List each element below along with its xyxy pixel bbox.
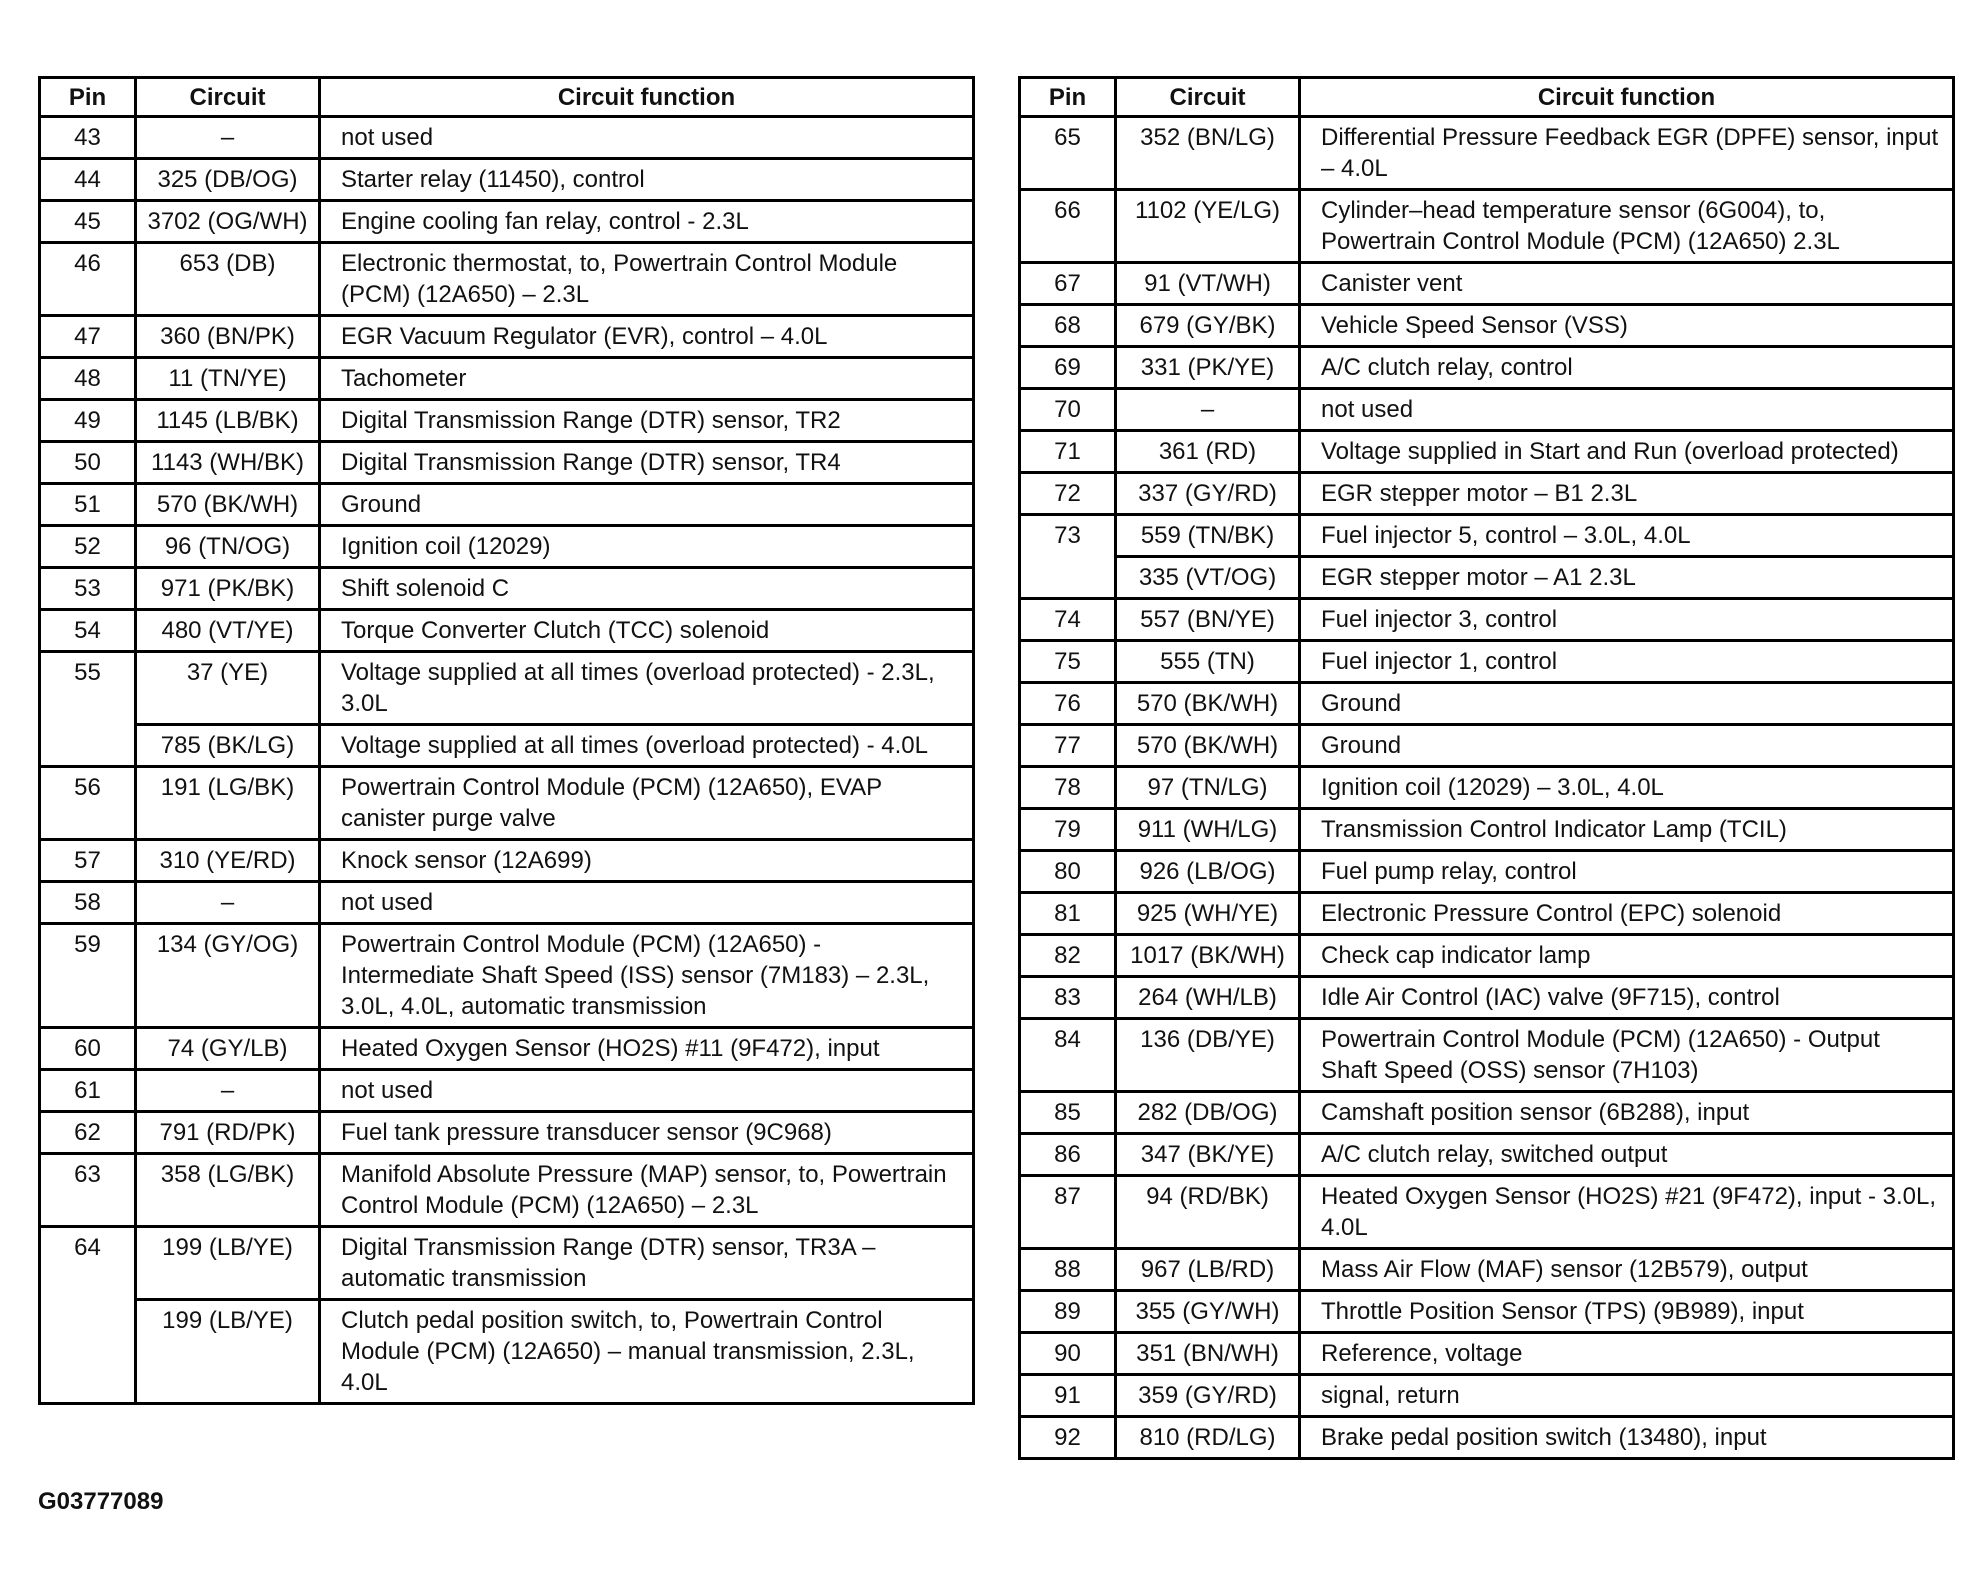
function-header: Circuit function xyxy=(320,78,974,117)
function-cell: Ground xyxy=(1300,725,1954,767)
table-row xyxy=(40,652,974,725)
function-cell: Ground xyxy=(1300,683,1954,725)
pin-cell: 89 xyxy=(1020,1291,1116,1333)
function-cell: signal, return xyxy=(1300,1375,1954,1417)
table-row xyxy=(40,1070,974,1112)
header-row xyxy=(40,78,974,117)
pin-cell: 81 xyxy=(1020,893,1116,935)
pin-cell: 87 xyxy=(1020,1176,1116,1249)
pin-cell: 64 xyxy=(40,1227,136,1404)
table-row xyxy=(1020,263,1954,305)
table-row xyxy=(40,442,974,484)
table-row xyxy=(40,725,974,767)
table-row xyxy=(40,767,974,840)
function-cell: Digital Transmission Range (DTR) sensor, TR4 xyxy=(320,442,974,484)
function-cell: Ground xyxy=(320,484,974,526)
function-cell: not used xyxy=(320,117,974,159)
circuit-cell: 557 (BN/YE) xyxy=(1116,599,1300,641)
table-row xyxy=(1020,389,1954,431)
pin-cell: 79 xyxy=(1020,809,1116,851)
function-cell: Powertrain Control Module (PCM) (12A650) - Intermediate Shaft Speed (ISS) sensor (7M183) – 2.3L, 3.0L, 4.0L, automatic transmission xyxy=(320,924,974,1028)
circuit-cell: – xyxy=(136,882,320,924)
circuit-cell: – xyxy=(136,117,320,159)
pin-cell: 86 xyxy=(1020,1134,1116,1176)
circuit-cell: 351 (BN/WH) xyxy=(1116,1333,1300,1375)
pin-cell: 49 xyxy=(40,400,136,442)
table-row xyxy=(1020,935,1954,977)
circuit-cell: 134 (GY/OG) xyxy=(136,924,320,1028)
circuit-cell: 91 (VT/WH) xyxy=(1116,263,1300,305)
pin-header: Pin xyxy=(40,78,136,117)
pin-cell: 53 xyxy=(40,568,136,610)
table-row xyxy=(1020,809,1954,851)
circuit-cell: 911 (WH/LG) xyxy=(1116,809,1300,851)
function-cell: Knock sensor (12A699) xyxy=(320,840,974,882)
circuit-cell: 337 (GY/RD) xyxy=(1116,473,1300,515)
function-cell: Fuel injector 1, control xyxy=(1300,641,1954,683)
table-row xyxy=(1020,1417,1954,1459)
circuit-cell: 191 (LG/BK) xyxy=(136,767,320,840)
table-row xyxy=(1020,1019,1954,1092)
function-cell: Manifold Absolute Pressure (MAP) sensor, to, Powertrain Control Module (PCM) (12A650) – 2.3L xyxy=(320,1154,974,1227)
table-row xyxy=(1020,1249,1954,1291)
pin-cell: 78 xyxy=(1020,767,1116,809)
circuit-cell: 559 (TN/BK) xyxy=(1116,515,1300,557)
pin-cell: 45 xyxy=(40,201,136,243)
circuit-cell: 97 (TN/LG) xyxy=(1116,767,1300,809)
pin-cell: 70 xyxy=(1020,389,1116,431)
circuit-cell: 310 (YE/RD) xyxy=(136,840,320,882)
table-row xyxy=(40,484,974,526)
circuit-cell: 347 (BK/YE) xyxy=(1116,1134,1300,1176)
pin-cell: 63 xyxy=(40,1154,136,1227)
function-cell: Check cap indicator lamp xyxy=(1300,935,1954,977)
table-row xyxy=(40,610,974,652)
table-row xyxy=(1020,305,1954,347)
function-cell: Heated Oxygen Sensor (HO2S) #11 (9F472), input xyxy=(320,1028,974,1070)
pin-cell: 85 xyxy=(1020,1092,1116,1134)
pin-cell: 75 xyxy=(1020,641,1116,683)
function-cell: Tachometer xyxy=(320,358,974,400)
function-cell: Mass Air Flow (MAF) sensor (12B579), output xyxy=(1300,1249,1954,1291)
pin-table-right xyxy=(1018,76,1955,1460)
circuit-header: Circuit xyxy=(136,78,320,117)
circuit-cell: 480 (VT/YE) xyxy=(136,610,320,652)
table-row xyxy=(40,358,974,400)
table-row xyxy=(1020,117,1954,190)
pin-cell: 46 xyxy=(40,243,136,316)
pin-cell: 54 xyxy=(40,610,136,652)
table-row xyxy=(40,568,974,610)
circuit-cell: 282 (DB/OG) xyxy=(1116,1092,1300,1134)
function-cell: Camshaft position sensor (6B288), input xyxy=(1300,1092,1954,1134)
figure-id: G03777089 xyxy=(38,1488,164,1515)
pin-cell: 71 xyxy=(1020,431,1116,473)
circuit-cell: 94 (RD/BK) xyxy=(1116,1176,1300,1249)
table-row xyxy=(40,117,974,159)
pin-header: Pin xyxy=(1020,78,1116,117)
function-cell: Cylinder–head temperature sensor (6G004), to, Powertrain Control Module (PCM) (12A650) 2.3L xyxy=(1300,190,1954,263)
pin-cell: 65 xyxy=(1020,117,1116,190)
function-cell: Powertrain Control Module (PCM) (12A650), EVAP canister purge valve xyxy=(320,767,974,840)
function-cell: Canister vent xyxy=(1300,263,1954,305)
function-cell: A/C clutch relay, switched output xyxy=(1300,1134,1954,1176)
function-cell: EGR stepper motor – B1 2.3L xyxy=(1300,473,1954,515)
table-row xyxy=(40,1154,974,1227)
table-row xyxy=(1020,473,1954,515)
function-cell: Ignition coil (12029) – 3.0L, 4.0L xyxy=(1300,767,1954,809)
function-cell: Voltage supplied in Start and Run (overload protected) xyxy=(1300,431,1954,473)
function-cell: not used xyxy=(1300,389,1954,431)
circuit-cell: 3702 (OG/WH) xyxy=(136,201,320,243)
function-cell: Voltage supplied at all times (overload protected) - 2.3L, 3.0L xyxy=(320,652,974,725)
pin-cell: 91 xyxy=(1020,1375,1116,1417)
function-cell: Heated Oxygen Sensor (HO2S) #21 (9F472), input - 3.0L, 4.0L xyxy=(1300,1176,1954,1249)
table-row xyxy=(40,840,974,882)
circuit-cell: 199 (LB/YE) xyxy=(136,1300,320,1404)
pin-cell: 72 xyxy=(1020,473,1116,515)
function-cell: Powertrain Control Module (PCM) (12A650) - Output Shaft Speed (OSS) sensor (7H103) xyxy=(1300,1019,1954,1092)
circuit-cell: 679 (GY/BK) xyxy=(1116,305,1300,347)
circuit-cell: 325 (DB/OG) xyxy=(136,159,320,201)
function-cell: not used xyxy=(320,1070,974,1112)
circuit-cell: 570 (BK/WH) xyxy=(1116,725,1300,767)
circuit-cell: 96 (TN/OG) xyxy=(136,526,320,568)
pin-cell: 44 xyxy=(40,159,136,201)
circuit-cell: 11 (TN/YE) xyxy=(136,358,320,400)
pin-cell: 62 xyxy=(40,1112,136,1154)
pin-table-left xyxy=(38,76,975,1405)
function-cell: Brake pedal position switch (13480), input xyxy=(1300,1417,1954,1459)
pin-cell: 92 xyxy=(1020,1417,1116,1459)
circuit-cell: 331 (PK/YE) xyxy=(1116,347,1300,389)
circuit-cell: 967 (LB/RD) xyxy=(1116,1249,1300,1291)
circuit-cell: 264 (WH/LB) xyxy=(1116,977,1300,1019)
circuit-cell: 791 (RD/PK) xyxy=(136,1112,320,1154)
table-row xyxy=(40,159,974,201)
function-cell: Vehicle Speed Sensor (VSS) xyxy=(1300,305,1954,347)
table-row xyxy=(40,201,974,243)
pin-cell: 58 xyxy=(40,882,136,924)
circuit-cell: 653 (DB) xyxy=(136,243,320,316)
circuit-cell: 810 (RD/LG) xyxy=(1116,1417,1300,1459)
pin-cell: 88 xyxy=(1020,1249,1116,1291)
pin-cell: 52 xyxy=(40,526,136,568)
function-cell: not used xyxy=(320,882,974,924)
table-row xyxy=(1020,347,1954,389)
circuit-cell: 74 (GY/LB) xyxy=(136,1028,320,1070)
table-row xyxy=(1020,557,1954,599)
header-row xyxy=(1020,78,1954,117)
pin-cell: 61 xyxy=(40,1070,136,1112)
pin-cell: 83 xyxy=(1020,977,1116,1019)
pin-cell: 51 xyxy=(40,484,136,526)
function-cell: Engine cooling fan relay, control - 2.3L xyxy=(320,201,974,243)
pin-cell: 77 xyxy=(1020,725,1116,767)
table-row xyxy=(40,924,974,1028)
circuit-cell: 971 (PK/BK) xyxy=(136,568,320,610)
function-cell: EGR stepper motor – A1 2.3L xyxy=(1300,557,1954,599)
pin-cell: 76 xyxy=(1020,683,1116,725)
circuit-cell: 355 (GY/WH) xyxy=(1116,1291,1300,1333)
circuit-cell: – xyxy=(1116,389,1300,431)
function-cell: Differential Pressure Feedback EGR (DPFE) sensor, input – 4.0L xyxy=(1300,117,1954,190)
circuit-cell: 360 (BN/PK) xyxy=(136,316,320,358)
pin-cell: 74 xyxy=(1020,599,1116,641)
pin-cell: 57 xyxy=(40,840,136,882)
function-cell: Fuel tank pressure transducer sensor (9C968) xyxy=(320,1112,974,1154)
circuit-cell: 785 (BK/LG) xyxy=(136,725,320,767)
table-row xyxy=(1020,1134,1954,1176)
function-cell: Clutch pedal position switch, to, Powertrain Control Module (PCM) (12A650) – manual transmission, 2.3L, 4.0L xyxy=(320,1300,974,1404)
function-cell: Transmission Control Indicator Lamp (TCIL) xyxy=(1300,809,1954,851)
table-row xyxy=(40,1227,974,1300)
pin-cell: 82 xyxy=(1020,935,1116,977)
table-row xyxy=(1020,190,1954,263)
function-cell: Starter relay (11450), control xyxy=(320,159,974,201)
table-row xyxy=(40,1112,974,1154)
table-row xyxy=(1020,431,1954,473)
table-row xyxy=(1020,1375,1954,1417)
function-cell: Digital Transmission Range (DTR) sensor, TR3A – automatic transmission xyxy=(320,1227,974,1300)
circuit-cell: 570 (BK/WH) xyxy=(136,484,320,526)
table-row xyxy=(40,1028,974,1070)
circuit-cell: 1017 (BK/WH) xyxy=(1116,935,1300,977)
pin-cell: 84 xyxy=(1020,1019,1116,1092)
function-cell: Electronic Pressure Control (EPC) solenoid xyxy=(1300,893,1954,935)
circuit-cell: 358 (LG/BK) xyxy=(136,1154,320,1227)
pin-cell: 73 xyxy=(1020,515,1116,599)
pin-cell: 90 xyxy=(1020,1333,1116,1375)
circuit-cell: 136 (DB/YE) xyxy=(1116,1019,1300,1092)
function-cell: Torque Converter Clutch (TCC) solenoid xyxy=(320,610,974,652)
function-cell: EGR Vacuum Regulator (EVR), control – 4.0L xyxy=(320,316,974,358)
table-row xyxy=(40,400,974,442)
pin-cell: 47 xyxy=(40,316,136,358)
function-cell: A/C clutch relay, control xyxy=(1300,347,1954,389)
pin-cell: 50 xyxy=(40,442,136,484)
table-row xyxy=(40,316,974,358)
pin-cell: 80 xyxy=(1020,851,1116,893)
table-row xyxy=(1020,683,1954,725)
table-row xyxy=(1020,851,1954,893)
pin-cell: 43 xyxy=(40,117,136,159)
pin-cell: 59 xyxy=(40,924,136,1028)
pin-cell: 66 xyxy=(1020,190,1116,263)
pin-cell: 48 xyxy=(40,358,136,400)
function-cell: Ignition coil (12029) xyxy=(320,526,974,568)
table-row xyxy=(1020,893,1954,935)
table-row xyxy=(1020,641,1954,683)
table-row xyxy=(1020,515,1954,557)
function-cell: Voltage supplied at all times (overload protected) - 4.0L xyxy=(320,725,974,767)
pin-cell: 56 xyxy=(40,767,136,840)
function-cell: Throttle Position Sensor (TPS) (9B989), input xyxy=(1300,1291,1954,1333)
circuit-cell: 352 (BN/LG) xyxy=(1116,117,1300,190)
table-row xyxy=(1020,1333,1954,1375)
function-cell: Fuel injector 5, control – 3.0L, 4.0L xyxy=(1300,515,1954,557)
function-header: Circuit function xyxy=(1300,78,1954,117)
circuit-cell: 361 (RD) xyxy=(1116,431,1300,473)
circuit-cell: 1143 (WH/BK) xyxy=(136,442,320,484)
function-cell: Fuel pump relay, control xyxy=(1300,851,1954,893)
circuit-cell: 1145 (LB/BK) xyxy=(136,400,320,442)
table-row xyxy=(1020,977,1954,1019)
function-cell: Reference, voltage xyxy=(1300,1333,1954,1375)
table-row xyxy=(40,882,974,924)
circuit-header: Circuit xyxy=(1116,78,1300,117)
circuit-cell: 570 (BK/WH) xyxy=(1116,683,1300,725)
table-row xyxy=(1020,1291,1954,1333)
pin-cell: 67 xyxy=(1020,263,1116,305)
circuit-cell: 359 (GY/RD) xyxy=(1116,1375,1300,1417)
circuit-cell: 199 (LB/YE) xyxy=(136,1227,320,1300)
pin-cell: 69 xyxy=(1020,347,1116,389)
circuit-cell: 926 (LB/OG) xyxy=(1116,851,1300,893)
pin-cell: 68 xyxy=(1020,305,1116,347)
function-cell: Idle Air Control (IAC) valve (9F715), control xyxy=(1300,977,1954,1019)
circuit-cell: 1102 (YE/LG) xyxy=(1116,190,1300,263)
circuit-cell: 925 (WH/YE) xyxy=(1116,893,1300,935)
table-row xyxy=(40,1300,974,1404)
function-cell: Shift solenoid C xyxy=(320,568,974,610)
table-row xyxy=(1020,767,1954,809)
circuit-cell: – xyxy=(136,1070,320,1112)
circuit-cell: 555 (TN) xyxy=(1116,641,1300,683)
table-row xyxy=(40,243,974,316)
pin-cell: 60 xyxy=(40,1028,136,1070)
function-cell: Electronic thermostat, to, Powertrain Control Module (PCM) (12A650) – 2.3L xyxy=(320,243,974,316)
function-cell: Fuel injector 3, control xyxy=(1300,599,1954,641)
circuit-cell: 335 (VT/OG) xyxy=(1116,557,1300,599)
table-row xyxy=(1020,725,1954,767)
circuit-cell: 37 (YE) xyxy=(136,652,320,725)
function-cell: Digital Transmission Range (DTR) sensor, TR2 xyxy=(320,400,974,442)
pin-cell: 55 xyxy=(40,652,136,767)
table-row xyxy=(40,526,974,568)
table-row xyxy=(1020,599,1954,641)
table-row xyxy=(1020,1176,1954,1249)
table-row xyxy=(1020,1092,1954,1134)
